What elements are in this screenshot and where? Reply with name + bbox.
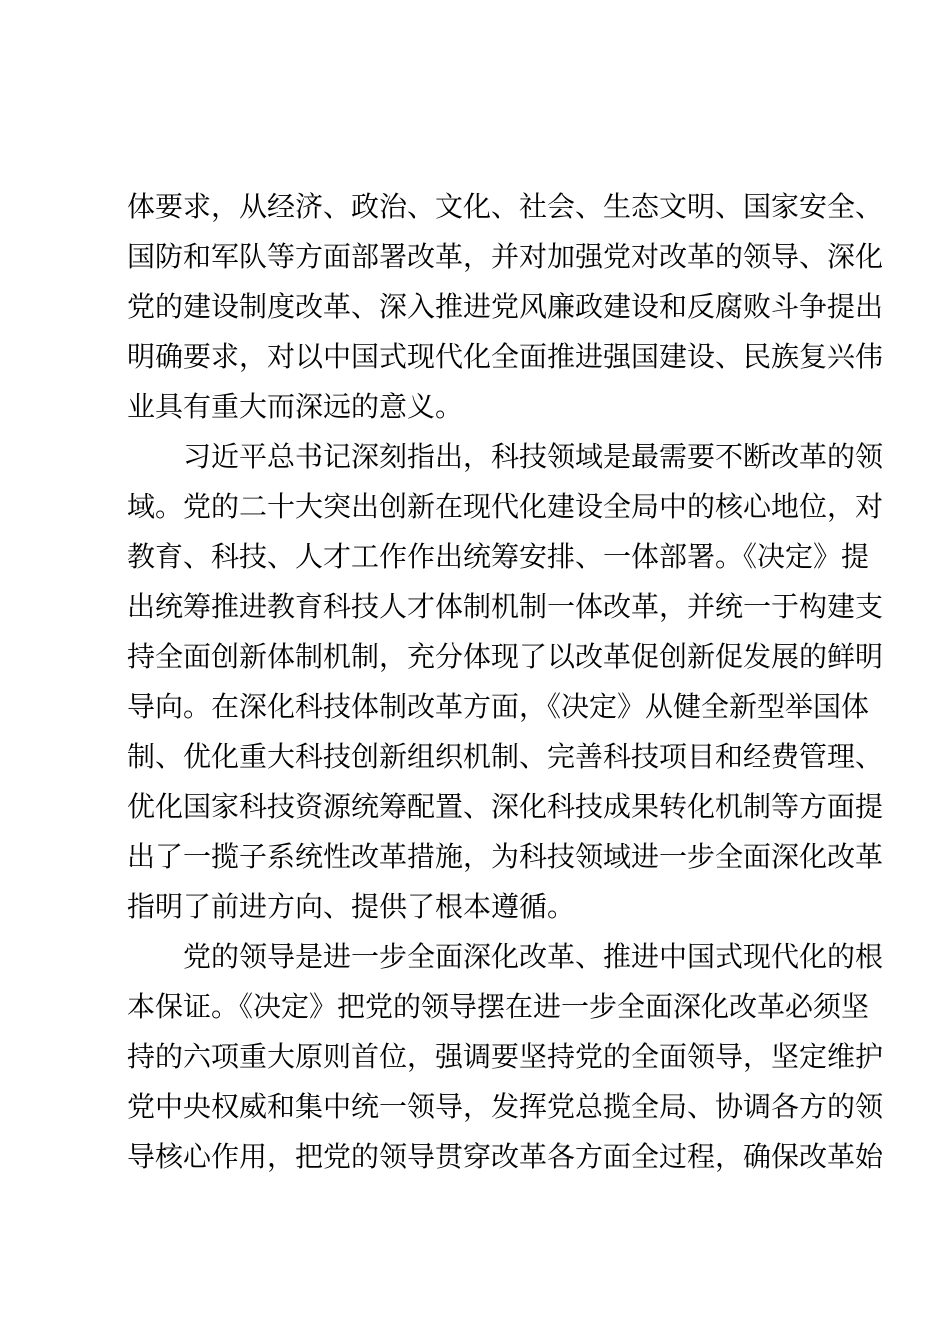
text-line: 指明了前进方向、提供了根本遵循。 [127, 890, 576, 923]
text-line: 出了一揽子系统性改革措施，为科技领域进一步全面深化改革 [127, 840, 884, 873]
text-line: 导向。在深化科技体制改革方面，《决定》从健全新型举国体 [127, 690, 870, 723]
text-line: 明确要求，对以中国式现代化全面推进强国建设、民族复兴伟 [127, 340, 884, 373]
text-line: 国防和军队等方面部署改革，并对加强党对改革的领导、深化 [127, 240, 884, 273]
paragraph-2 [127, 432, 884, 932]
text-line: 教育、科技、人才工作作出统筹安排、一体部署。《决定》提 [127, 540, 870, 573]
text-line: 业具有重大而深远的意义。 [127, 390, 464, 423]
paragraph-3 [127, 932, 884, 1182]
text-line: 制、优化重大科技创新组织机制、完善科技项目和经费管理、 [127, 740, 884, 773]
text-line: 出统筹推进教育科技人才体制机制一体改革，并统一于构建支 [127, 590, 884, 623]
text-line: 域。党的二十大突出创新在现代化建设全局中的核心地位，对 [127, 490, 884, 523]
text-line: 优化国家科技资源统筹配置、深化科技成果转化机制等方面提 [127, 790, 884, 823]
text-line: 本保证。《决定》把党的领导摆在进一步全面深化改革必须坚 [127, 990, 870, 1023]
paragraph-1 [127, 182, 884, 432]
text-line: 导核心作用，把党的领导贯穿改革各方面全过程，确保改革始 [127, 1140, 884, 1173]
text-line: 习近平总书记深刻指出，科技领域是最需要不断改革的领 [183, 440, 884, 473]
text-line: 持的六项重大原则首位，强调要坚持党的全面领导，坚定维护 [127, 1040, 884, 1073]
body-text [127, 182, 884, 1182]
text-line: 体要求，从经济、政治、文化、社会、生态文明、国家安全、 [127, 190, 884, 223]
text-line: 党的领导是进一步全面深化改革、推进中国式现代化的根 [183, 940, 884, 973]
text-line: 党中央权威和集中统一领导，发挥党总揽全局、协调各方的领 [127, 1090, 884, 1123]
text-line: 党的建设制度改革、深入推进党风廉政建设和反腐败斗争提出 [127, 290, 884, 323]
text-line: 持全面创新体制机制，充分体现了以改革促创新促发展的鲜明 [127, 640, 884, 673]
